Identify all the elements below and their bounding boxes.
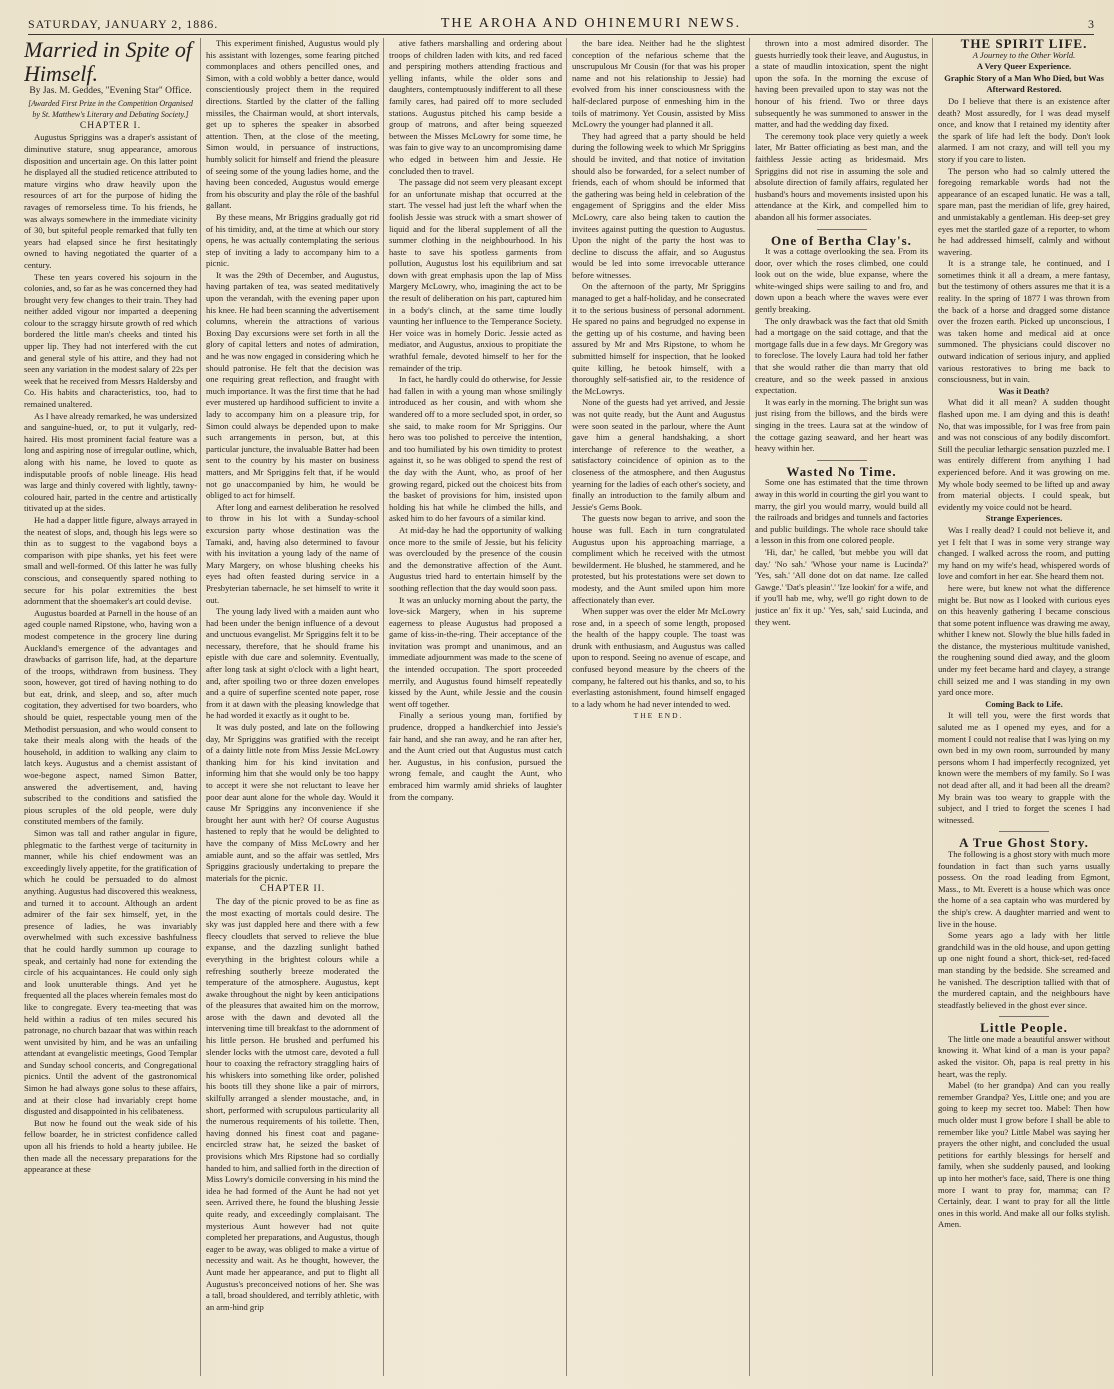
paragraph: He had a dapper little figure, always arrayed in the neatest of slops, and, though his legs were so thin as to suggest to the vagabond boys a comparison with pipe shanks, yet his feet were small and well-formed. Of this latter he was fully conscious, and consequently spared nothing to secure for his polar extremities the best adornment that the shoemaker's art could devise.: [24, 514, 197, 607]
column-5: [755, 38, 928, 1378]
paragraph: The day of the picnic proved to be as fine as the most exacting of mortals could desire. The sky was just dappled here and there with a few fleecy cloudlets that served to relieve the blue expanse, and the dazzling sunlight bathed everything in the brightest colours while a refreshing southerly breeze moderated the temperature of the atmosphere. Augustus, kept awake throughout the night by keen anticipations of the pleasures that awaited him on the morrow, arose with the dawn and devoted all the intervening time till breakfast to the adornment of his little person. He brushed and perfumed his slender locks with the utmost care, devoted a full hour to coaxing the refractory straggling hairs of his whiskers into something like order, polished his boots till they shone like a pair of mirrors, skilfully arranged a slender moustache, and, in short, performed with scrupulous particularity all the numerous requirements of his toilette. Then, having donned his finest coat and pagane-encircled straw hat, he seized the basket of provisions which Mrs Ripstone had so cordially handed to him, and sallied forth in the direction of Miss Lowry's domicile conversing in his mind the idea he had formed of the Aunt he had not yet seen. Arrived there, he found the blushing Jessie quite ready, and exceedingly complaisant. The mysterious Aunt however had not quite completed her preparations, and Augustus, though eager to be away, was obliged to make a virtue of necessity and wait. As he thought, however, the Aunt made her appearance, and put to flight all Augustus's preconceived notions of her. She was a tall, broad shouldered, and terribly athletic, with an arm-hind grip: [206, 895, 379, 1312]
section-title: A True Ghost Story.: [959, 835, 1089, 851]
story-end-mark: THE END.: [633, 711, 684, 721]
issue-date: SATURDAY, JANUARY 2, 1886.: [28, 17, 219, 31]
paragraph: What did it all mean? A sudden thought flashed upon me. I am dying and this is death! No, that was impossible, for I was free from pain and was not conscious of any bodily discomfort. Still the peculiar lethargic sensation puzzled me. I was entirely different from anything I had experienced before. And it was growing on me. My whole body seemed to be lifted up and away from material objects. I could speak, but evidently my voice could not be heard.: [938, 397, 1110, 512]
paragraph: Do I believe that there is an existence after death? Most assuredly, for I was dead myself once, and know that I retained my identity after the spark of life had left the body. Don't look alarmed. I am not crazy, and will tell you my story if you care to listen.: [938, 95, 1110, 164]
paragraph: Augustus boarded at Parnell in the house of an aged couple named Ripstone, who, having won a modest competence in the grocery line during Auckland's emergence of the advantages and drawbacks of garrison life, had, at the departure of the troops, withdrawn from business. They soon, however, got tired of having nothing to do but eat, drink, and sleep, and so, after much cogitation, they advertised for two boarders, who should be quiet, respectable young men of the Methodist persuasion, and who would consent to take their meals along with the heads of the household, in addition to walking any claim to latch keys. Augustus and a chemist assistant of woe-begone aspect, named Simon Batter, answered the advertisement, and, having subscribed to the conditions and satisfied the pious scruples of the old people, were duly constituted members of the family.: [24, 607, 197, 827]
paragraph: In fact, he hardly could do otherwise, for Jessie had fallen in with a young man whose smilingly introduced as her cousin, and with whom she wandered off to a more secluded spot, in order, so she said, to make room for Mr Spriggins. Our hero was too polished to perceive the intention, and too humiliated by his own timidity to protest against it, so he was obliged to spend the rest of the day with the Aunt, who, as proof of her growing regard, picked out the choicest bits from the basket of provisions for him, insisted upon holding his hat while he climbed the hills, and asked him to do her favours of a similar kind.: [389, 374, 562, 524]
section-title: Little People.: [980, 1020, 1068, 1036]
paragraph: The ceremony took place very quietly a week later, Mr Batter officiating as best man, and the faithless Jessie acting as bridesmaid. Mrs Spriggins did not rise in assuming the sole and absolute direction of family affairs, regulated her husband's hours and movements insisted upon his attendance at the Kirk, and compelled him to abandon all his former associates.: [755, 130, 928, 222]
paragraph: When supper was over the elder Mr McLowry rose and, in a speech of some length, proposed the health of the happy couple. The toast was drunk with enthusiasm, and Augustus was called upon to respond. Seeing no avenue of escape, and confused beyond measure by the cheers of the company, he faltered out his thanks, and so, to his everlasting astonishment, found himself engaged to a lady whom he had never intended to wed.: [572, 606, 745, 709]
paragraph: It was duly posted, and late on the following day, Mr Spriggins was gratified with the receipt of a dainty little note from Miss Jessie McLowry thanking him for his kind invitation and informing him that she would only be too happy to accept it were she not reluctant to leave her poor dear aunt alone for the whole day. Would it cause Mr Spriggins any inconvenience if she brought her aunt with her? Of course Augustus hastened to reply that he would be delighted to have the company of Miss McLowry and her amiable aunt, and so the affair was settled, Mrs Spriggins graciously undertaking to prepare the materials for the picnic.: [206, 722, 379, 883]
section-title: Wasted No Time.: [786, 463, 897, 479]
paragraph: Mabel (to her grandpa) And can you really remember Grandpa? Yes, Little one; and you are going to keep my secret too. Mabel: Then how much older must I grow before I shall be able to remember like you? Little Mabel was saying her prayers the other night, and concluded the usual petitions for earthly blessings for herself and family, when she suddenly paused, and looking up into her mother's face, said, There is one thing more I want to pray for, mamma; can I? Certainly, dear. I want to pray for all the little ones in this world. And make all our folks stylish. Amen.: [938, 1080, 1110, 1230]
paragraph: It is a strange tale, he continued, and I sometimes think it all a dream, a mere fantasy, but the testimony of others assures me that it is a reality. In the spring of 1877 I was thrown from the back of a horse and dragged some distance over the frozen earth. Picked up unconscious, I was taken home and medical aid at once summoned. The physicians could discover no outward indication of serious injury, and applied various restoratives to bring me back to consciousness, but in vain.: [938, 258, 1110, 385]
paragraph: thrown into a most admired disorder. The guests hurriedly took their leave, and Augustus, in a state of maudlin intoxication, spent the night upon the sofa. In the morning the excuse of having been prevailed upon to stay was not the honour of his friend. Two or three days subsequently he was summoned to answer in the matter, and had the wedding day fixed.: [755, 38, 928, 130]
story-byline: By Jas. M. Geddes, "Evening Star" Office.: [29, 86, 192, 96]
paragraph: It was an unlucky morning about the party, the love-sick Margery, when in his supreme eagerness to please Augustus had proposed a game of kiss-in-the-ring. Their acceptance of the invitation was prompt and unanimous, and an immediate adjournment was made to the scene of the intended occupation. The sport proceeded merrily, and Augustus found himself repeatedly kissed by the Aunt, while Jessie and the cousin went off together.: [389, 594, 562, 709]
paragraph: Augustus Spriggins was a draper's assistant of diminutive stature, snug appearance, amorous disposition and uncertain age. On this latter point he displayed all the studied reticence attributed to mature virgins who draw heavily upon the resources of art for the purpose of hiding the ravages of remorseless time. To his friends, he was always somewhere in the immediate vicinity of 30, but spiteful people remarked that fully ten years had elapsed since he first hesitatingly owned to having negotiated the quarter of a century.: [24, 132, 197, 270]
paragraph: On the afternoon of the party, Mr Spriggins managed to get a half-holiday, and he consecrated it to the serious business of personal adornment. He spared no pains and begrudged no expense in the getting up of his costume, and having been assured by Mr and Mrs Ripstone, to whom he submitted himself for inspection, that he looked quite killing, he betook himself, with a thoroughly self-satisfied air, to the residence of the McLowrys.: [572, 281, 745, 396]
paragraph: 'Hi, dar,' he called, 'but mebbe you will dat day.' 'No sah.' 'Whose your name is Lucinda?' 'Yes, sah.' 'All done dot on dat name. Ize called Gawge.' 'Dat's pleasin'.' 'Ize lookin' for a wife, and if you'll hab me, why, we'll go right down to de justice an' fix it up.' 'Yes, sah,' said Lucinda, and they went.: [755, 546, 928, 627]
paragraph: Was I really dead? I could not believe it, and yet I felt that I was in some very strange way changed. I walked across the room, and putting my hand on my wife's head, whispered words of love and comfort in her ear. She heard them not.: [938, 524, 1110, 582]
paragraph: The guests now began to arrive, and soon the house was full. Each in turn congratulated Augustus upon his approaching marriage, a compliment which he received with the utmost bewilderment. He blushed, he stammered, and he protested, but his protestations were set down to modesty, and the Aunt smiled upon him more affectionately than ever.: [572, 513, 745, 605]
paragraph: Simon was tall and rather angular in figure, phlegmatic to the farthest verge of taciturnity in manner, while his chief endowment was an exceedingly lively appetite, for the gratification of which he could be persuaded to do almost anything. Augustus had discovered this weakness, and turned it to account. Although an ardent admirer of the fair sex himself, yet, in the presence of ladies, he was invariably overwhelmed with such excessive bashfulness that he could hardly summon up courage to speak, and certainly had none for extending the circle of his acquaintances. He could only sigh and look unutterable things. And yet he frequented all the places wherein females most do like to congregate. Every tea-meeting that was held within a radius of ten miles secured his patronage, no church bazaar that was within reach went unvisited by him, and he was an unfailing attendant at evangelistic meetings, Good Templar and Sunday school concerts, and Congregational picnics. Until the advent of the gastronomical Simon he had always gone solus to these affairs, and at their close had invariably crept home disgusted and disappointed in his celibateness.: [24, 828, 197, 1117]
section-subtitle: Strange Experiences.: [985, 513, 1063, 524]
page-number: 3: [1088, 17, 1094, 31]
section-divider: [817, 460, 867, 461]
masthead-title: THE AROHA AND OHINEMURI NEWS.: [440, 16, 742, 31]
section-divider: [999, 831, 1049, 832]
paragraph: This experiment finished, Augustus would ply his assistant with lozenges, some fearing pitched commonplaces and others pencilled ones, and Simon, with a cold wobbly a better dance, would conscientiously project them in the required directions. Startled by the clatter of the falling missiles, the Chairman would, at short intervals, get up to spheres the speaker in absorbed attention. Then, at the close of the meeting, Simon would, in persuance of instructions, humbly solicit for himself and friend the pleasure of seeing some of the young ladies home, and the having been conceded, Augustus would emerge from his obscurity and play the rôle of the bashful gallant.: [206, 38, 379, 211]
paragraph: These ten years covered his sojourn in the colonies, and, so far as he was concerned they had brought very few changes to their train. They had neither added vigour nor imparted a deepening colour to the scraggy hirsute growth of red which bordered the little man's cheeks and tinted his upper lip. They had not interfered with the cut and general style of his attire, and they had not seen any variation in the modest salary of 22s per week that he received from Messrs Haldersby and Co. His habits and characteristics, too, had to remained unaltered.: [24, 271, 197, 410]
paragraph: But now he found out the weak side of his fellow boarder, he in strictest confidence called upon all his friends to hold a hearty jubilee. He then made all the necessary preparations for the appearance at these: [24, 1117, 197, 1175]
column-rule: [566, 38, 567, 1376]
section-divider: [999, 1016, 1049, 1017]
section-subtitle: A Very Queer Experience.: [976, 61, 1072, 72]
story-title: Married in Spite of Himself.: [24, 38, 193, 86]
paragraph: The little one made a beautiful answer without knowing it. What kind of a man is your papa? asked the visitor. Oh, papa is real pretty in his heart, was the reply.: [938, 1033, 1110, 1079]
chapter-heading: CHAPTER II.: [259, 884, 326, 895]
paragraph: The following is a ghost story with much more foundation in fact than such yarns usually possess. On the road leading from Egmont, Mass., to Mt. Everett is a house which was once the home of a sea captain who was murdered by the ship's crew. A daughter married and went to live in the house.: [938, 848, 1110, 929]
column-rule: [383, 38, 384, 1376]
paragraph: Finally a serious young man, fortified by prudence, dropped a handkerchief into Jessie's fair hand, and she ran away, and he ran after her, and the Aunt cried out that Augustus must catch her. Augustus, in his confusion, pursued the wrong female, and caught the Aunt, who embraced him warmly amid shrieks of laughter from the company.: [389, 710, 562, 802]
paragraph: The young lady lived with a maiden aunt who had been under the benign influence of a devout and unctuous evangelist. Mr Spriggins felt it to be necessary, therefore, that he should frame his epistle with due care and solemnity. Eventually, after long task at sight o'clock with a light heart, and, after spoiling two or three dozen envelopes and a quire of superfine scented note paper, rose from it at dawn with the pleasing knowledge that he had worded it exactly as it ought to be.: [206, 606, 379, 721]
column-rule: [749, 38, 750, 1376]
story-note: [Awarded First Prize in the Competition Organised by St. Matthew's Literary and Debating Society.]: [28, 98, 193, 120]
section-title: THE SPIRIT LIFE.: [960, 38, 1088, 51]
paragraph: The only drawback was the fact that old Smith had a mortgage on the said cottage, and that the mortgage falls due in a few days. Mr Gregory was to foreclose. The lovely Laura had told her father that she would rather die than marry that old creature, and so the week passed in anxious expectation.: [755, 315, 928, 396]
section-subtitle: Graphic Story of a Man Who Died, but Was Afterward Restored.: [944, 72, 1104, 95]
paragraph: At mid-day he had the opportunity of walking once more to the smile of Jessie, but his felicity was overclouded by the presence of the cousin and the demonstrative affection of the Aunt. Augustus tried hard to entertain himself by the soothing reflection that the day would soon pass.: [389, 524, 562, 593]
paragraph: The person who had so calmly uttered the foregoing remarkable words had not the appearance of an escaped lunatic. He was a tall, spare man, past the meridian of life, grey haired, and unmistakably a gentleman. His deep-set grey eyes met the startled gaze of a reporter, to whom he had addressed himself, calmly and without wavering.: [938, 165, 1110, 257]
section-subtitle: Coming Back to Life.: [985, 698, 1063, 709]
paragraph: here were, but knew not what the difference might be. But now as I looked with curious eyes on this heavenly gathering I became conscious that some potent influence was drawing me away, whither I knew not. Slowly the blue hills faded in the distance, the mysterious multitude vanished, the roughening sound died away, and the gloom under my feet became hard and clayey, a strange chill seized me and I was standing in my own yard once more.: [938, 582, 1110, 698]
page-header: [28, 6, 1094, 35]
chapter-heading: CHAPTER I.: [79, 120, 142, 131]
column-2: [206, 38, 379, 1378]
paragraph: The passage did not seem very pleasant except for an unfortunate mishap that occurred at the start. The vessel had just left the wharf when the foolish Jessie was struck with a smart shower of liquid and for the liberal supplement of all the summer clothing in the neighbourhood. In his haste to save his spotless garments from pollution, Augustus lost his equilibrium and sat down with great emphasis upon the lap of Miss Margery McLowry, who, imagining the act to be the result of deliberation on his part, captured him in a body's clinch, at the same time loudly vaunting her influence to the Temperance Society. Her voice was in homely Doric. Jessie acted as mediator, and Augustus, anxious to propitiate the wrathful female, devoted himself to her for the remainder of the trip.: [389, 177, 562, 373]
paragraph: By these means, Mr Briggins gradually got rid of his timidity, and, at the time at which our story opens, he was actually contemplating the serious step of inviting a lady to accompany him to a picnic.: [206, 211, 379, 269]
section-subtitle: Was it Death?: [998, 385, 1050, 396]
column-rule: [932, 38, 933, 1376]
section-divider: [817, 229, 867, 230]
paragraph: It will tell you, were the first words that saluted me as I opened my eyes, and for a moment I could not realise that I was lying on my own bed in my own room, surrounded by many persons whom I had imperfectly recognized, yet known were the members of my family. So I was not dead after all, and it had been all the dream? My brain was too weary to grapple with the subject, and I tried to forget the scenes I had witnessed.: [938, 710, 1110, 825]
section-title: One of Bertha Clay's.: [771, 232, 912, 248]
paragraph: It was the 29th of December, and Augustus, having partaken of tea, was seated meditatively upon the verandah, with the evening paper upon his knee. He had been scanning the advertisement columns, wherein the attractions of various Boxing Day excursions were set forth in all the glory of capital letters and notes of admiration, and he was now engaged in considering which he should patronise. He felt that the decision was one requiring great reflection, and fraught with much importance. It was the first time that he had ever mustered up hardihood sufficient to invite a lady to accompany him on a pleasure trip, for Simon could always be depended upon to make such arrangements in person, but, at this particular juncture, the invaluable Batter had been sent to the country by his master on business matters, and Mr Spriggins felt that, if he would not go unaccompanied by him, he would be obliged to act for himself.: [206, 269, 379, 501]
paragraph: None of the guests had yet arrived, and Jessie was not quite ready, but the Aunt and Augustus were soon seated in the parlour, where the Aunt gave him a general handshaking, a short interchange of reference to the weather, a satisfactory coincidence of opinion as to the closeness of the atmosphere, and then Augustus yearning for the ladies of each other's society, and finally an introduction to the family album and Jessie's Gems Book.: [572, 397, 745, 512]
paragraph: They had agreed that a party should be held during the following week to which Mr Spriggins should be invited, and that notice of invitation should also be forwarded, for a select number of friends, each of whom should be informed that the gathering was being held in celebration of the engagement of Spriggins and the elder Miss McLowry, care also being taken to caution the invitees against putting the question to Augustus. Upon the night of the party the host was to decline to discuss the affair, and so Augustus would be led into some irrevocable utterance before witnesses.: [572, 130, 745, 280]
section-subtitle: A Journey to the Other World.: [972, 49, 1076, 60]
paragraph: Some years ago a lady with her little grandchild was in the old house, and upon getting up one night found a short, thick-set, red-faced man standing by the bedside. She screamed and he vanished. The description tallied with that of the murdered captain, and the neighbours have steadfastly believed in the ghost ever since.: [938, 930, 1110, 1010]
column-7: [938, 38, 1110, 1378]
paragraph: As I have already remarked, he was undersized and sanguine-hued, or, to put it vulgarly, red-haired. His most prominent facial feature was a long and aspiring nose of irregular outline, which, along with his name, he loved to quote as indisputable proofs of noble lineage. His head was large and thinly covered with lightly, tawny-coloured hair, parted in the centre and artistically titivated up at the sides.: [24, 410, 197, 514]
paragraph: the bare idea. Neither had he the slightest conception of the nefarious scheme that the unscrupulous Mr Cousin (for that was his proper name and not his relationship to Jessie) had evolved from his inner consciousness with the half-declared purpose of enmeshing him in the toils of matrimony. Yet Cousin, assisted by Miss McLowry the younger had planned it all.: [572, 38, 745, 130]
paragraph: It was a cottage overlooking the sea. From its door, over which the roses climbed, one could look out on the wide, blue expanse, where the white-winged ships were sailing to and fro, and down upon a beach where the waves were ever gently breaking.: [755, 246, 928, 315]
paragraph: Some one has estimated that the time thrown away in this world in courting the girl you want to marry, the girl you would marry, would build all the railroads and bridges and tunnels and factories and public buildings. The whole race should take a lesson in this from one colored people.: [755, 477, 928, 546]
paragraph: It was early in the morning. The bright sun was just rising from the billows, and the birds were singing in the trees. Laura sat at the window of the cottage gazing seaward, and her heart was heavy within her.: [755, 396, 928, 454]
column-3: [389, 38, 562, 1378]
column-rule: [200, 38, 201, 1376]
column-4: [572, 38, 745, 1378]
column-1: [24, 38, 197, 1378]
paragraph: After long and earnest deliberation he resolved to throw in his lot with a Sunday-school excursion party whose destination was the Tamaki, and, having also determined to favour with his invitation a young lady of the name of Mary Margery, on whose blushing cheeks his eyes had often feasted during service in a Presbyterian tabernacle, he set himself to write it out.: [206, 501, 379, 605]
paragraph: ative fathers marshalling and ordering about troops of children laden with kits, and red faced and perspiring mothers attending fractious and yelling infants, while the older sons and daughters, contemptuously indifferent to all these family cares, had paired off to more secluded stations. Augustus pitched his camp beside a group of matrons, and after being squeezed between the Misses McLowry for some time, he was fain to give way to an uncompromising dame who edged in between him and Jessie. He concluded then to travel.: [389, 38, 562, 176]
